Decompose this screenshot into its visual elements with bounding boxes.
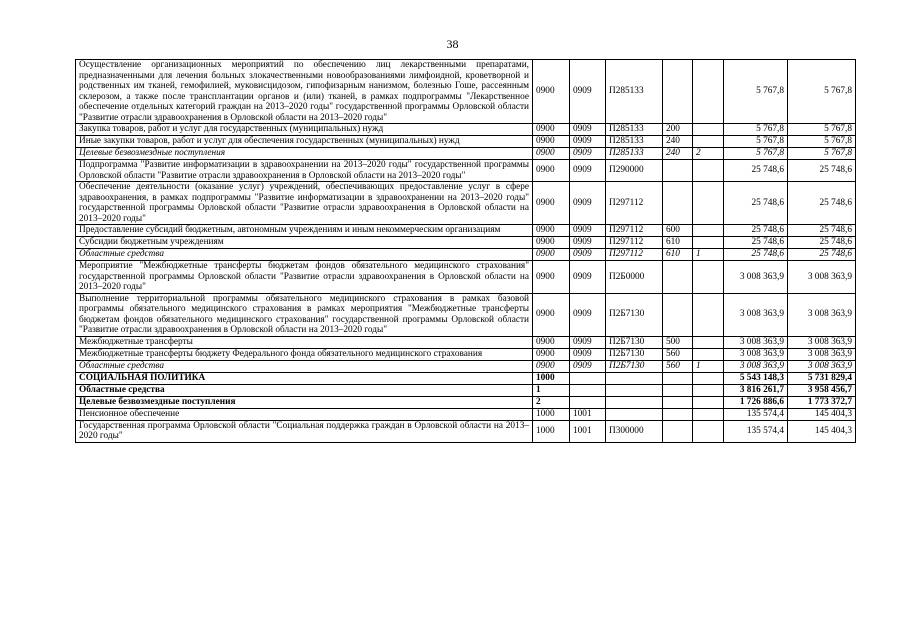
code-source	[693, 384, 724, 396]
code-expense-type	[663, 420, 693, 442]
code-source	[693, 60, 724, 124]
code-expense-type	[663, 60, 693, 124]
code-target-article: П297112	[606, 225, 663, 237]
item-name: Подпрограмма "Развитие информатизации в здравоохранении на 2013–2020 годы" государственной программы Орловской области "Развитие отрасли здравоохранения в Орловской области на 2013–2020 годы"	[76, 160, 533, 182]
code-expense-type	[663, 261, 693, 294]
table-row	[76, 182, 856, 225]
table-row	[76, 336, 856, 348]
amount-year-2: 145 404,3	[788, 420, 856, 442]
code-section: 0900	[533, 160, 570, 182]
table-row	[76, 124, 856, 136]
code-section: 0900	[533, 60, 570, 124]
code-source	[693, 136, 724, 148]
item-name: Мероприятие "Межбюджетные трансферты бюджетам фондов обязательного медицинского страхования" государственной программы Орловской области "Развитие отрасли здравоохранения в Орловской области на 2013–2020 годы"	[76, 261, 533, 294]
amount-year-1: 25 748,6	[724, 182, 788, 225]
amount-year-1: 135 574,4	[724, 420, 788, 442]
table-row	[76, 148, 856, 160]
code-source	[693, 420, 724, 442]
code-source	[693, 396, 724, 408]
code-section: 0900	[533, 348, 570, 360]
table-row	[76, 420, 856, 442]
amount-year-2: 5 767,8	[788, 124, 856, 136]
code-target-article: П2Б7130	[606, 293, 663, 336]
code-subsection	[570, 396, 606, 408]
budget-table	[75, 59, 856, 443]
amount-year-2: 3 958 456,7	[788, 384, 856, 396]
amount-year-2: 25 748,6	[788, 249, 856, 261]
amount-year-1: 3 816 261,7	[724, 384, 788, 396]
code-subsection: 0909	[570, 148, 606, 160]
page-number: 38	[446, 37, 459, 51]
item-name: Выполнение территориальной программы обязательного медицинского страхования в рамках базовой программы обязательного медицинского страхования в рамках мероприятия "Межбюджетные трансферты бюджетам фондов обязательного медицинского страхования" государственной программы Орловской области "Развитие отрасли здравоохранения в Орловской области на 2013–2020 годы"	[76, 293, 533, 336]
amount-year-2: 3 008 363,9	[788, 261, 856, 294]
code-target-article: П285133	[606, 60, 663, 124]
code-section: 1000	[533, 372, 570, 384]
code-source	[693, 293, 724, 336]
table-row	[76, 293, 856, 336]
amount-year-1: 135 574,4	[724, 408, 788, 420]
code-expense-type	[663, 396, 693, 408]
code-expense-type	[663, 160, 693, 182]
amount-year-1: 1 726 886,6	[724, 396, 788, 408]
item-name: Осуществление организационных мероприятий по обеспечению лиц лекарственными препаратами, предназначенными для лечения больных злокачественными новообразованиями лимфоидной, кроветворной и родственных им тканей, гемофилией, муковисцидозом, гипофизарным нанизмом, болезнью Гоше, рассеянным склерозом, а также после трансплантации органов и (или) тканей, в рамках подпрограммы "Лекарственное обеспечение отдельных категорий граждан на 2013–2020 годы" государственной программы Орловской области "Развитие отрасли здравоохранения в Орловской области на 2013–2020 годы"	[76, 60, 533, 124]
code-subsection: 0909	[570, 261, 606, 294]
table-row	[76, 225, 856, 237]
code-source	[693, 348, 724, 360]
code-source: 1	[693, 360, 724, 372]
code-source	[693, 160, 724, 182]
item-name: Предоставление субсидий бюджетным, автономным учреждениям и иным некоммерческим организациям	[76, 225, 533, 237]
code-target-article	[606, 372, 663, 384]
code-expense-type: 560	[663, 348, 693, 360]
code-expense-type: 500	[663, 336, 693, 348]
code-section: 1000	[533, 420, 570, 442]
code-section: 2	[533, 396, 570, 408]
amount-year-2: 3 008 363,9	[788, 360, 856, 372]
amount-year-1: 3 008 363,9	[724, 261, 788, 294]
code-source	[693, 336, 724, 348]
code-section: 0900	[533, 249, 570, 261]
code-section: 0900	[533, 336, 570, 348]
item-name: Межбюджетные трансферты бюджету Федерального фонда обязательного медицинского страхования	[76, 348, 533, 360]
amount-year-2: 5 767,8	[788, 136, 856, 148]
item-name: Обеспечение деятельности (оказание услуг) учреждений, обеспечивающих предоставление услуг в сфере здравоохранения, в рамках подпрограммы "Развитие информатизации в здравоохранении на 2013–2020 годы" государственной программы Орловской области "Развитие отрасли здравоохранения в Орловской области на 2013–2020 годы"	[76, 182, 533, 225]
amount-year-2: 25 748,6	[788, 160, 856, 182]
code-target-article: П2Б7130	[606, 348, 663, 360]
table-row	[76, 60, 856, 124]
code-expense-type: 600	[663, 225, 693, 237]
code-subsection: 0909	[570, 124, 606, 136]
amount-year-2: 25 748,6	[788, 182, 856, 225]
table-row	[76, 237, 856, 249]
code-target-article	[606, 408, 663, 420]
code-source	[693, 261, 724, 294]
code-subsection: 0909	[570, 60, 606, 124]
code-target-article: П290000	[606, 160, 663, 182]
table-row	[76, 249, 856, 261]
table-row	[76, 396, 856, 408]
amount-year-1: 3 008 363,9	[724, 293, 788, 336]
code-section: 0900	[533, 182, 570, 225]
code-target-article: П300000	[606, 420, 663, 442]
amount-year-2: 1 773 372,7	[788, 396, 856, 408]
code-expense-type: 200	[663, 124, 693, 136]
amount-year-2: 3 008 363,9	[788, 336, 856, 348]
table-row	[76, 360, 856, 372]
code-subsection: 0909	[570, 249, 606, 261]
code-target-article: П2Б7130	[606, 336, 663, 348]
code-expense-type	[663, 384, 693, 396]
code-expense-type: 560	[663, 360, 693, 372]
table-row	[76, 160, 856, 182]
code-target-article	[606, 384, 663, 396]
code-subsection: 0909	[570, 360, 606, 372]
code-section: 0900	[533, 225, 570, 237]
code-section: 0900	[533, 237, 570, 249]
amount-year-2: 3 008 363,9	[788, 293, 856, 336]
amount-year-2: 25 748,6	[788, 237, 856, 249]
code-section: 0900	[533, 124, 570, 136]
amount-year-1: 5 767,8	[724, 136, 788, 148]
item-name: Областные средства	[76, 360, 533, 372]
code-source	[693, 408, 724, 420]
code-subsection: 1001	[570, 420, 606, 442]
code-section: 0900	[533, 261, 570, 294]
table-row	[76, 348, 856, 360]
code-source	[693, 124, 724, 136]
item-name: Государственная программа Орловской области "Социальная поддержка граждан в Орловской области на 2013–2020 годы"	[76, 420, 533, 442]
amount-year-1: 25 748,6	[724, 160, 788, 182]
code-target-article	[606, 396, 663, 408]
amount-year-1: 5 767,8	[724, 148, 788, 160]
item-name: Субсидии бюджетным учреждениям	[76, 237, 533, 249]
table-row	[76, 136, 856, 148]
code-target-article: П297112	[606, 182, 663, 225]
amount-year-1: 3 008 363,9	[724, 348, 788, 360]
code-target-article: П285133	[606, 124, 663, 136]
code-target-article: П297112	[606, 249, 663, 261]
code-expense-type	[663, 182, 693, 225]
amount-year-1: 5 543 148,3	[724, 372, 788, 384]
amount-year-2: 3 008 363,9	[788, 348, 856, 360]
code-target-article: П297112	[606, 237, 663, 249]
code-subsection: 0909	[570, 348, 606, 360]
code-subsection: 0909	[570, 237, 606, 249]
item-name: Межбюджетные трансферты	[76, 336, 533, 348]
item-name: Областные средства	[76, 384, 533, 396]
code-expense-type: 610	[663, 249, 693, 261]
code-subsection: 1001	[570, 408, 606, 420]
code-expense-type	[663, 372, 693, 384]
item-name: СОЦИАЛЬНАЯ ПОЛИТИКА	[76, 372, 533, 384]
code-subsection: 0909	[570, 182, 606, 225]
item-name: Иные закупки товаров, работ и услуг для обеспечения государственных (муниципальных) нужд	[76, 136, 533, 148]
table-row	[76, 408, 856, 420]
code-subsection: 0909	[570, 336, 606, 348]
code-source: 1	[693, 249, 724, 261]
code-source	[693, 237, 724, 249]
code-subsection: 0909	[570, 136, 606, 148]
code-expense-type: 240	[663, 148, 693, 160]
code-target-article: П2Б7130	[606, 360, 663, 372]
code-section: 0900	[533, 148, 570, 160]
amount-year-2: 5 731 829,4	[788, 372, 856, 384]
table-row	[76, 261, 856, 294]
code-section: 1000	[533, 408, 570, 420]
amount-year-1: 25 748,6	[724, 225, 788, 237]
code-section: 0900	[533, 293, 570, 336]
amount-year-2: 145 404,3	[788, 408, 856, 420]
item-name: Пенсионное обеспечение	[76, 408, 533, 420]
code-expense-type: 610	[663, 237, 693, 249]
code-subsection	[570, 384, 606, 396]
table-row	[76, 384, 856, 396]
code-subsection: 0909	[570, 293, 606, 336]
code-target-article: П285133	[606, 148, 663, 160]
amount-year-1: 25 748,6	[724, 249, 788, 261]
code-expense-type	[663, 408, 693, 420]
item-name: Целевые безвозмездные поступления	[76, 148, 533, 160]
amount-year-1: 5 767,8	[724, 124, 788, 136]
code-subsection	[570, 372, 606, 384]
amount-year-1: 25 748,6	[724, 237, 788, 249]
code-subsection: 0909	[570, 225, 606, 237]
code-source	[693, 182, 724, 225]
budget-table-body	[76, 60, 856, 443]
code-source	[693, 372, 724, 384]
code-target-article: П2Б0000	[606, 261, 663, 294]
code-source	[693, 225, 724, 237]
code-source: 2	[693, 148, 724, 160]
code-section: 1	[533, 384, 570, 396]
code-subsection: 0909	[570, 160, 606, 182]
code-section: 0900	[533, 360, 570, 372]
amount-year-2: 5 767,8	[788, 60, 856, 124]
amount-year-2: 5 767,8	[788, 148, 856, 160]
amount-year-1: 3 008 363,9	[724, 360, 788, 372]
code-target-article: П285133	[606, 136, 663, 148]
code-expense-type	[663, 293, 693, 336]
code-section: 0900	[533, 136, 570, 148]
table-row	[76, 372, 856, 384]
item-name: Целевые безвозмездные поступления	[76, 396, 533, 408]
item-name: Закупка товаров, работ и услуг для государственных (муниципальных) нужд	[76, 124, 533, 136]
amount-year-1: 5 767,8	[724, 60, 788, 124]
amount-year-1: 3 008 363,9	[724, 336, 788, 348]
amount-year-2: 25 748,6	[788, 225, 856, 237]
code-expense-type: 240	[663, 136, 693, 148]
item-name: Областные средства	[76, 249, 533, 261]
